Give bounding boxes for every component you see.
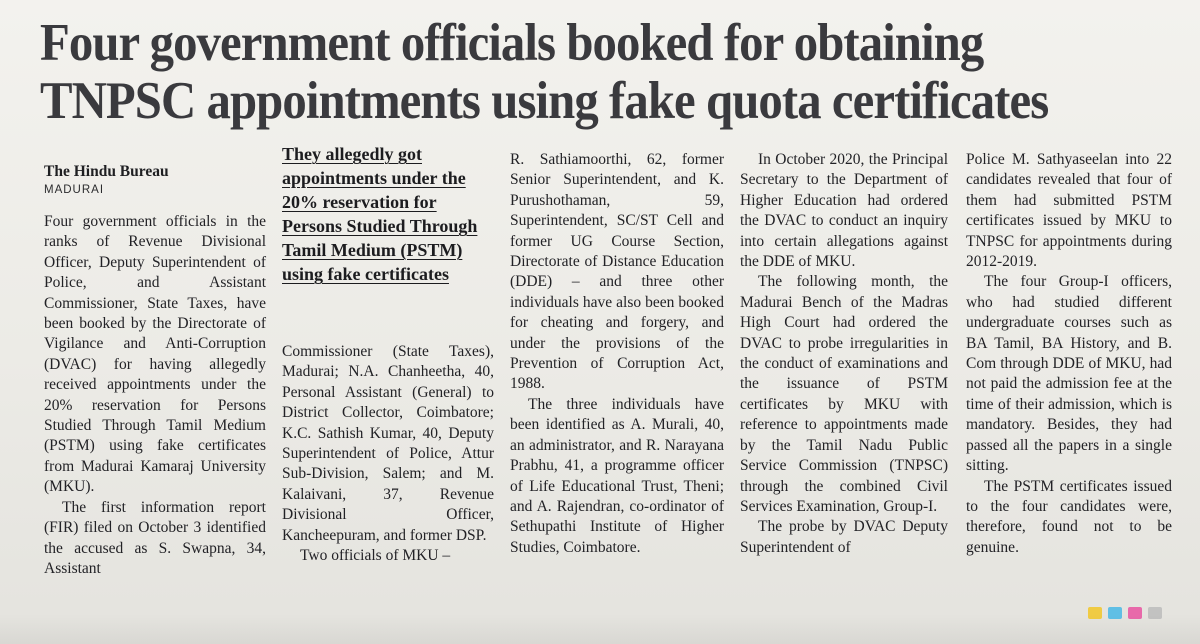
column-body [282, 342, 494, 566]
magenta-swatch [1128, 607, 1142, 619]
paragraph: Commissioner (State Taxes), Madurai; N.A. Chanheetha, 40, Personal Assistant (General) to District Collector, Coimbatore; K.C. Sathish Kumar, 40, Deputy Superintendent of Police, Attur Sub-Division, Salem; and M. Kalaivani, 37, Revenue Divisional Officer, Kancheepuram, and former DSP. [282, 343, 494, 544]
paragraph: R. Sathiamoorthi, 62, former Senior Superintendent, and K. Purushothaman, 59, Superintendent, SC/ST Cell and former UG Course Section, Directorate of Distance Education (DDE) – and three other individuals have also been booked for cheating and forgery, and under the provisions of the Prevention of Corruption Act, 1988. [510, 151, 724, 393]
cyan-swatch [1108, 607, 1122, 619]
byline: The Hindu Bureau [44, 163, 169, 180]
headline [40, 14, 1070, 130]
headline-line-2: TNPSC appointments using fake quota certificates [40, 72, 1049, 130]
pull-quote: They allegedly got appointments under the 20% reservation for Persons Studied Through Tamil Medium (PSTM) using fake certificates [282, 144, 478, 284]
paragraph: Police M. Sathyaseelan into 22 candidates revealed that four of them had submitted PSTM certificates issued by MKU to TNPSC for appointments during 2012-2019. [966, 151, 1172, 271]
headline-line-1: Four government officials booked for obtaining [40, 14, 984, 72]
dateline: MADURAI [44, 184, 105, 196]
paragraph: The following month, the Madurai Bench of the Madras High Court had ordered the DVAC to probe irregularities in the conduct of examinations and the issuance of PSTM certificates by MKU with reference to appointments made by the Tamil Nadu Public Service Commission (TNPSC) through the combined Civil Services Examination, Group-I. [740, 273, 948, 515]
paragraph: The four Group-I officers, who had studied different undergraduate courses such as BA Tamil, BA History, and B. Com through DDE of MKU, had not paid the admission fee at the time of their admission, which is mandatory. Besides, they had passed all the papers in a single sitting. [966, 273, 1172, 475]
paragraph: Two officials of MKU – [300, 547, 451, 565]
paragraph: The first information report (FIR) filed on October 3 identified the accused as S. Swapna, 34, Assistant [44, 498, 266, 577]
paragraph: The probe by DVAC Deputy Superintendent of [740, 518, 948, 556]
article-column-1 [44, 150, 266, 579]
yellow-swatch [1088, 607, 1102, 619]
article-column-5 [966, 150, 1172, 558]
article-column-4 [740, 150, 948, 558]
article-column-2 [282, 144, 494, 566]
paper-shadow [0, 614, 1200, 644]
paragraph: Four government officials in the ranks of Revenue Divisional Officer, Deputy Superintendent of Police, and Assistant Commissioner, State Taxes, have been booked by the Directorate of Vigilance and Anti-Corruption (DVAC) for having allegedly received appointments under the 20% reservation for Persons Studied Through Tamil Medium (PSTM) using fake certificates from Madurai Kamaraj University (MKU). [44, 213, 266, 496]
print-color-registration-bar [1088, 607, 1162, 619]
paragraph: The PSTM certificates issued to the four candidates were, therefore, found not to be genuine. [966, 477, 1172, 556]
gray-swatch [1148, 607, 1162, 619]
article-column-3 [510, 150, 724, 558]
paragraph: The three individuals have been identified as A. Murali, 40, an administrator, and R. Narayana Prabhu, 41, a programme officer of Life Educational Trust, Theni; and A. Rajendran, co-ordinator of Sethupathi Institute of Higher Studies, Coimbatore. [510, 395, 724, 556]
paragraph: In October 2020, the Principal Secretary to the Department of Higher Education had ordered the DVAC to conduct an inquiry into certain allegations against the DDE of MKU. [740, 151, 948, 271]
